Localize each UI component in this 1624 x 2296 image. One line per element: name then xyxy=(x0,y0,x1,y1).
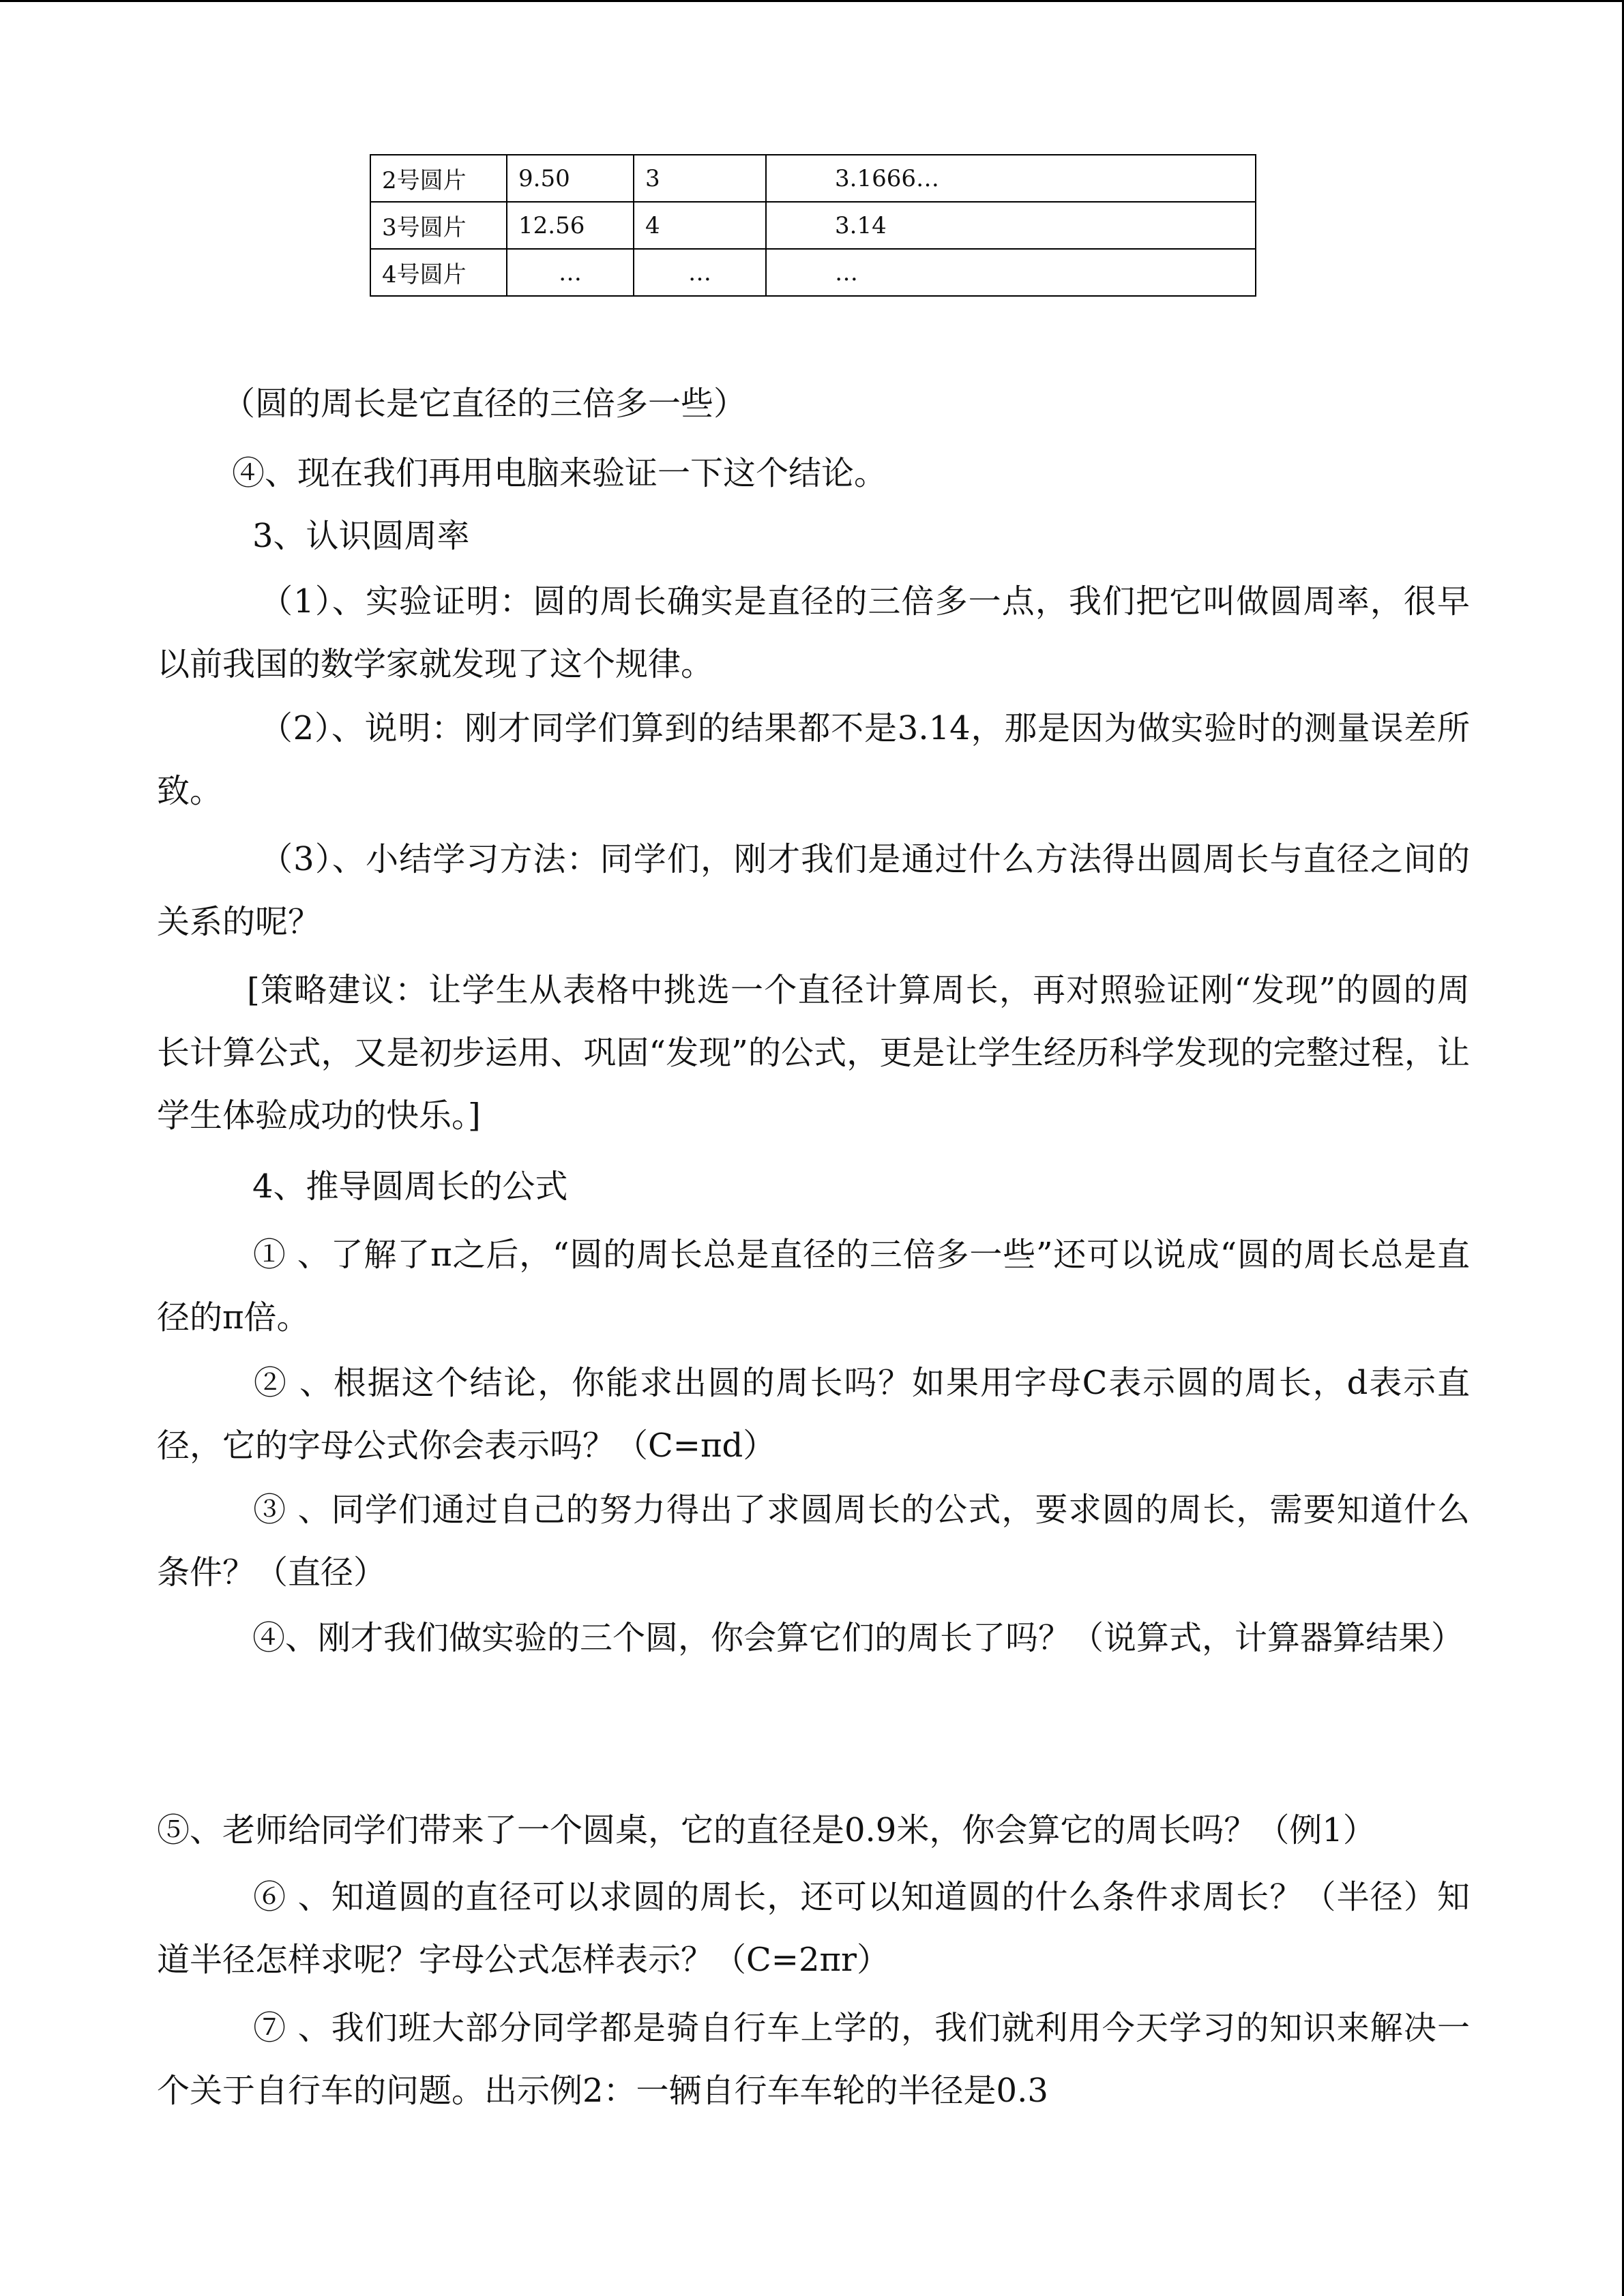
table-cell: … xyxy=(507,249,634,296)
table-cell: 3.1666… xyxy=(766,155,1256,202)
table-cell: 3号圆片 xyxy=(370,202,507,249)
table-cell: 2号圆片 xyxy=(370,155,507,202)
table-cell: 4 xyxy=(634,202,766,249)
table-cell: 3 xyxy=(634,155,766,202)
paragraph-text: （3）、小结学习方法：同学们，刚才我们是通过什么方法得出圆周长与直径之间的关系的呢？ xyxy=(157,840,1470,941)
table-row xyxy=(370,155,1256,202)
table-cell: 4号圆片 xyxy=(370,249,507,296)
paragraph-conclusion xyxy=(157,372,1470,435)
paragraph-text: 3、认识圆周率 xyxy=(252,517,470,555)
paragraph-text: ⑤、老师给同学们带来了一个圆桌，它的直径是0.9米，你会算它的周长吗？（例1） xyxy=(157,1811,1376,1849)
paragraph-summary xyxy=(157,828,1470,953)
paragraph-step-6 xyxy=(157,1866,1470,1991)
paragraph-text: ⑦ 、我们班大部分同学都是骑自行车上学的，我们就利用今天学习的知识来解决一个关于自行车的问题。出示例2：一辆自行车车轮的半径是0.3 xyxy=(157,2009,1470,2110)
paragraph-text: ② 、根据这个结论，你能求出圆的周长吗？如果用字母C表示圆的周长，d表示直径，它的字母公式你会表示吗？（C=πd） xyxy=(157,1364,1470,1465)
paragraph-step-5 xyxy=(157,1736,1470,1862)
paragraph-text: ⑥ 、知道圆的直径可以求圆的周长，还可以知道圆的什么条件求周长？（半径）知道半径怎样求呢？字母公式怎样表示？（C=2πr） xyxy=(157,1878,1470,1979)
section-heading-pi xyxy=(252,505,1470,567)
paragraph-text: （2）、说明：刚才同学们算到的结果都不是3.14，那是因为做实验时的测量误差所致。 xyxy=(157,709,1470,810)
paragraph-step-2 xyxy=(157,1352,1470,1477)
table-cell: 12.56 xyxy=(507,202,634,249)
table-row xyxy=(370,249,1256,296)
table-cell: … xyxy=(766,249,1256,296)
paragraph-text: （圆的周长是它直径的三倍多一些） xyxy=(222,385,747,423)
paragraph-step-7 xyxy=(157,1997,1470,2122)
paragraph-text: ① 、了解了π之后，“圆的周长总是直径的三倍多一些”还可以说成“圆的周长总是直径的π倍。 xyxy=(157,1236,1470,1337)
section-heading-formula xyxy=(252,1155,1470,1218)
paragraph-step-4 xyxy=(157,1607,1470,1669)
table-cell: 9.50 xyxy=(507,155,634,202)
paragraph-text: ③ 、同学们通过自己的努力得出了求圆周长的公式，要求圆的周长，需要知道什么条件？（直径） xyxy=(157,1491,1470,1592)
paragraph-step-1 xyxy=(157,1223,1470,1349)
paragraph-text: ④、刚才我们做实验的三个圆，你会算它们的周长了吗？（说算式，计算器算结果） xyxy=(252,1619,1464,1657)
paragraph-strategy-note xyxy=(157,959,1470,1147)
paragraph-text: 4、推导圆周长的公式 xyxy=(252,1167,568,1206)
table-cell: … xyxy=(634,249,766,296)
page-top-border xyxy=(0,0,1624,2)
paragraph-text: （1）、实验证明：圆的周长确实是直径的三倍多一点，我们把它叫做圆周率，很早以前我国的数学家就发现了这个规律。 xyxy=(157,582,1470,683)
measurement-table xyxy=(370,154,1256,297)
table-cell: 3.14 xyxy=(766,202,1256,249)
paragraph-explanation xyxy=(157,697,1470,822)
paragraph-experiment-proof xyxy=(157,570,1470,696)
paragraph-verify-computer xyxy=(232,442,1470,505)
table-row xyxy=(370,202,1256,249)
paragraph-text: [策略建议：让学生从表格中挑选一个直径计算周长，再对照验证刚“发现”的圆的周长计算公式，又是初步运用、巩固“发现”的公式，更是让学生经历科学发现的完整过程，让学生体验成功的快乐。] xyxy=(157,971,1470,1135)
paragraph-step-3 xyxy=(157,1478,1470,1604)
paragraph-text: ④、现在我们再用电脑来验证一下这个结论。 xyxy=(232,454,887,492)
